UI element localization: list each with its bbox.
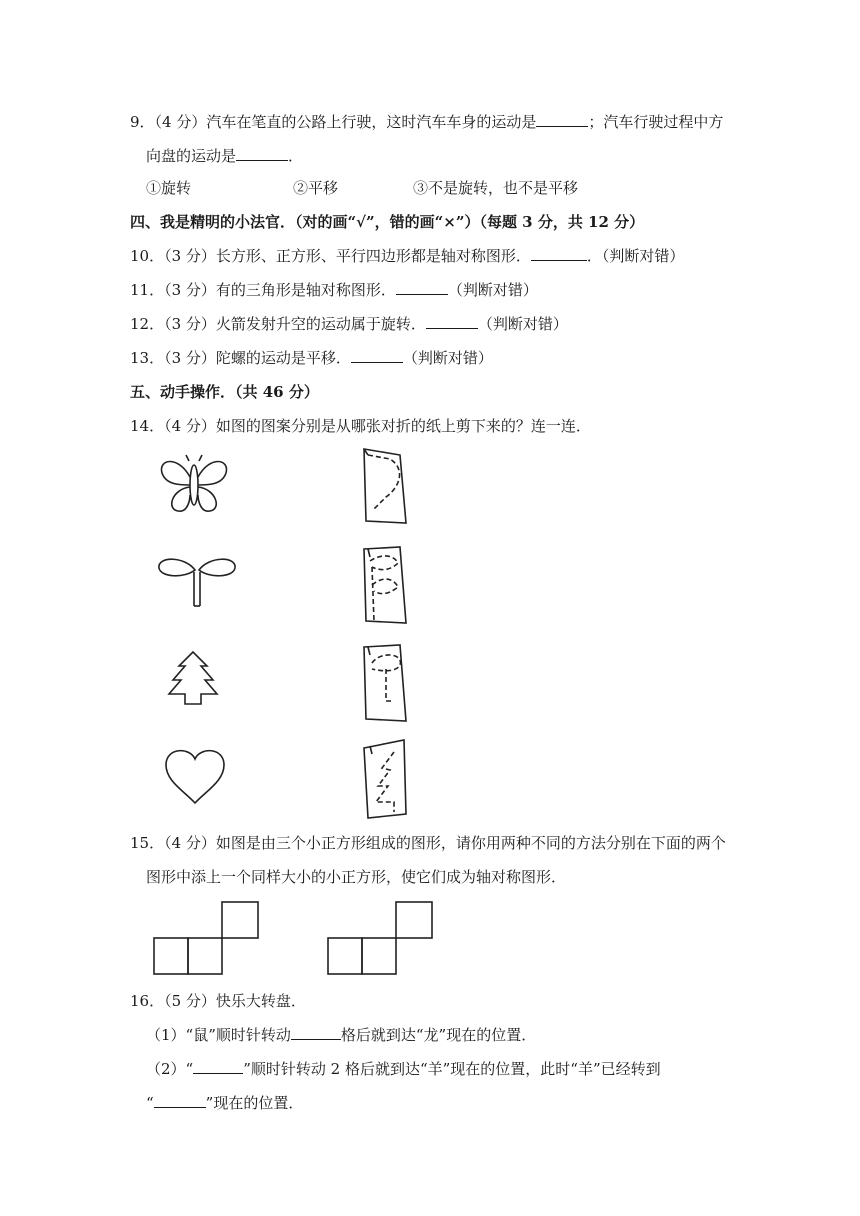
q10-blank[interactable]: [531, 246, 587, 261]
q16-sub2-suffix: ”顺时针转动 2 格后就到达“羊”现在的位置，此时“羊”已经转到: [243, 1060, 661, 1078]
q16-sub2-text: （2）“: [146, 1060, 194, 1078]
butterfly-icon[interactable]: [158, 455, 230, 517]
q11-blank[interactable]: [396, 280, 448, 295]
q16-sub2-cont: [146, 1093, 303, 1113]
q14-text: 14．（4 分）如图的图案分别是从哪张对折的纸上剪下来的？连一连．: [130, 417, 591, 435]
folded-paper-tree-icon[interactable]: [360, 738, 410, 820]
q10-text: 10．（3 分）长方形、正方形、平行四边形都是轴对称图形．: [130, 247, 531, 265]
q16-sub1-suffix: 格后就到达“龙”现在的位置．: [340, 1026, 537, 1044]
q12-suffix: （判断对错）: [477, 315, 568, 333]
q9-text-b: ；汽车行驶过程中方: [588, 113, 724, 131]
squares-figure-1[interactable]: [152, 900, 262, 976]
q15-line2: 图形中添上一个同样大小的小正方形，使它们成为轴对称图形．: [146, 868, 567, 886]
q16-sub2-end: ”现在的位置．: [205, 1094, 304, 1112]
q11-text: 11．（3 分）有的三角形是轴对称图形．: [130, 281, 396, 299]
q16-blank-2[interactable]: [193, 1059, 243, 1074]
q9-option-1: ①旋转: [146, 179, 192, 197]
q9-option-2: ②平移: [293, 179, 339, 197]
q9-blank-2[interactable]: [236, 146, 288, 161]
q15-line1: 15．（4 分）如图是由三个小正方形组成的图形，请你用两种不同的方法分别在下面的两个: [130, 834, 726, 852]
tree-icon[interactable]: [163, 650, 223, 706]
q9-line1: [130, 112, 723, 132]
q11-suffix: （判断对错）: [447, 281, 538, 299]
q16-sub2: [146, 1059, 661, 1079]
folded-paper-half-heart-icon[interactable]: [360, 447, 410, 527]
folded-paper-sprout-icon[interactable]: [360, 643, 410, 723]
q13-suffix: （判断对错）: [402, 349, 493, 367]
q16-sub2-open-quote: “: [146, 1094, 154, 1112]
q10: [130, 246, 684, 266]
q9-blank-1[interactable]: [536, 112, 588, 127]
q13-text: 13．（3 分）陀螺的运动是平移．: [130, 349, 351, 367]
squares-figure-2[interactable]: [326, 900, 436, 976]
section5-title: 五、动手操作．（共 46 分）: [130, 383, 319, 401]
q13: [130, 348, 493, 368]
q9-text-c: 向盘的运动是: [146, 147, 237, 165]
q12: [130, 314, 568, 334]
q12-blank[interactable]: [426, 314, 478, 329]
q16-sub1-text: （1）“鼠”顺时针转动: [146, 1026, 291, 1044]
q9-option-3: ③不是旋转，也不是平移: [413, 179, 579, 197]
q10-suffix: ．（判断对错）: [586, 247, 685, 265]
q9-text-a: 9．（4 分）汽车在笔直的公路上行驶，这时汽车车身的运动是: [130, 113, 537, 131]
section4-title: 四、我是精明的小法官．（对的画“√”，错的画“×”）（每题 3 分，共 12 分）: [130, 213, 645, 231]
sprout-icon[interactable]: [157, 556, 237, 608]
heart-icon[interactable]: [164, 745, 226, 805]
q13-blank[interactable]: [351, 348, 403, 363]
q9-line2: [146, 146, 303, 166]
q9-text-d: ．: [288, 147, 304, 165]
q11: [130, 280, 538, 300]
q16-title: 16．（5 分）快乐大转盘．: [130, 992, 306, 1010]
q16-blank-1[interactable]: [291, 1025, 341, 1040]
q12-text: 12．（3 分）火箭发射升空的运动属于旋转．: [130, 315, 426, 333]
q16-sub1: [146, 1025, 536, 1045]
q16-blank-3[interactable]: [154, 1093, 206, 1108]
folded-paper-leaves-icon[interactable]: [360, 545, 410, 627]
